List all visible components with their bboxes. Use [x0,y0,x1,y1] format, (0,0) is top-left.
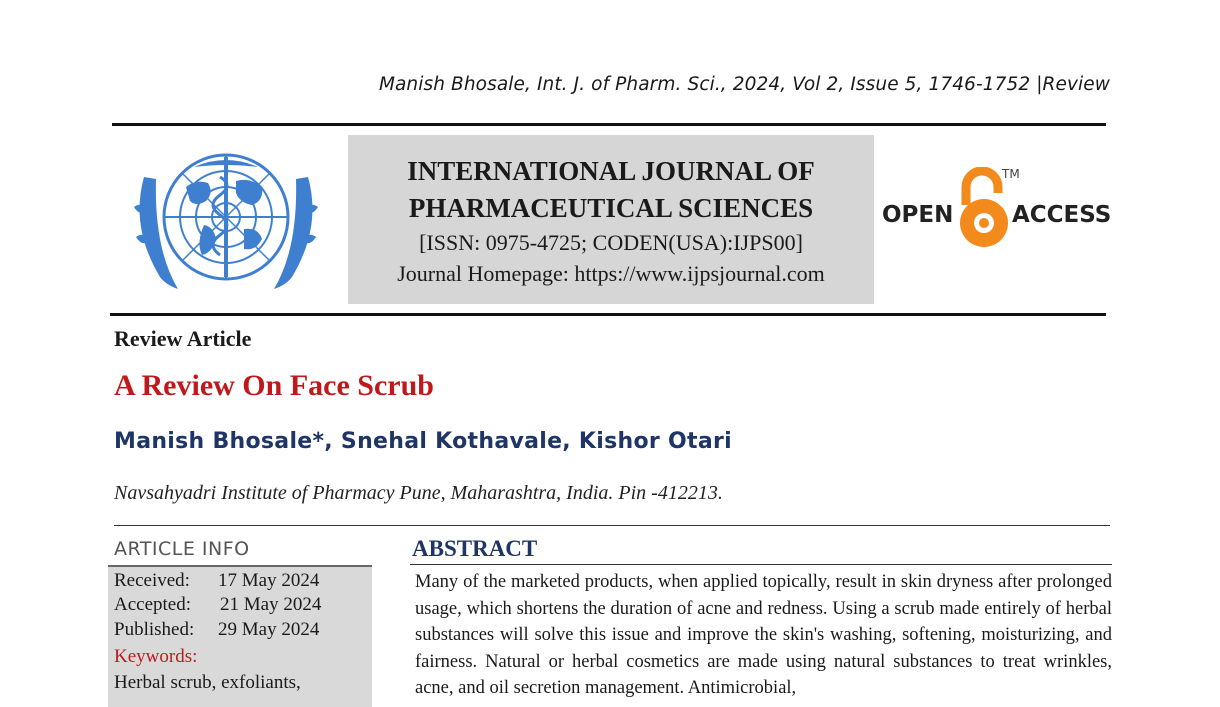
abstract-heading: ABSTRACT [412,536,538,561]
article-info-box [108,565,372,707]
masthead-bottom-divider [110,313,1106,316]
accepted-date: 21 May 2024 [220,594,322,615]
received-label: Received: [114,570,190,591]
article-title: A Review On Face Scrub [114,369,434,402]
abstract-divider [410,564,1112,565]
journal-issn: [ISSN: 0975-4725; CODEN(USA):IJPS00] [419,230,803,255]
open-access-logo [880,167,1112,253]
article-type: Review Article [114,326,252,351]
access-word: ACCESS [1012,202,1112,228]
article-info-heading: ARTICLE INFO [114,538,250,560]
published-label: Published: [114,619,195,640]
top-divider [112,123,1106,126]
published-date: 29 May 2024 [218,619,320,640]
open-word: OPEN [882,202,954,228]
published-row [114,619,320,641]
received-row [114,570,320,592]
journal-masthead [348,135,874,304]
journal-title: INTERNATIONAL JOURNAL OF PHARMACEUTICAL SCIENCES [407,156,815,223]
accepted-label: Accepted: [114,594,192,615]
section-divider [114,525,1110,526]
citation-header: Manish Bhosale, Int. J. of Pharm. Sci., 2024, Vol 2, Issue 5, 1746-1752 |Review [378,74,1110,95]
affiliation: Navsahyadri Institute of Pharmacy Pune, Maharashtra, India. Pin -412213. [114,482,723,504]
trademark-mark: TM [1002,167,1020,181]
author-list: Manish Bhosale*, Snehal Kothavale, Kishor Otari [114,429,732,454]
accepted-row [114,594,322,616]
keywords-label: Keywords: [114,646,198,667]
keywords-value: Herbal scrub, exfoliants, [114,672,301,693]
received-date: 17 May 2024 [218,570,320,591]
abstract-text: Many of the marketed products, when applied topically, result in skin dryness after prolonged usage, which shortens the duration of acne and redness. Using a scrub made entirely of herbal substances will solve this issue and improve the skin's washing, softening, moisturizing, and fairness. Natural or herbal cosmetics are made using natural substances to treat wrinkles, acne, and oil secretion management. Antimicrobial, [415,572,1112,698]
journal-emblem-icon [124,137,328,307]
journal-homepage: Journal Homepage: https://www.ijpsjournal.com [397,261,825,286]
